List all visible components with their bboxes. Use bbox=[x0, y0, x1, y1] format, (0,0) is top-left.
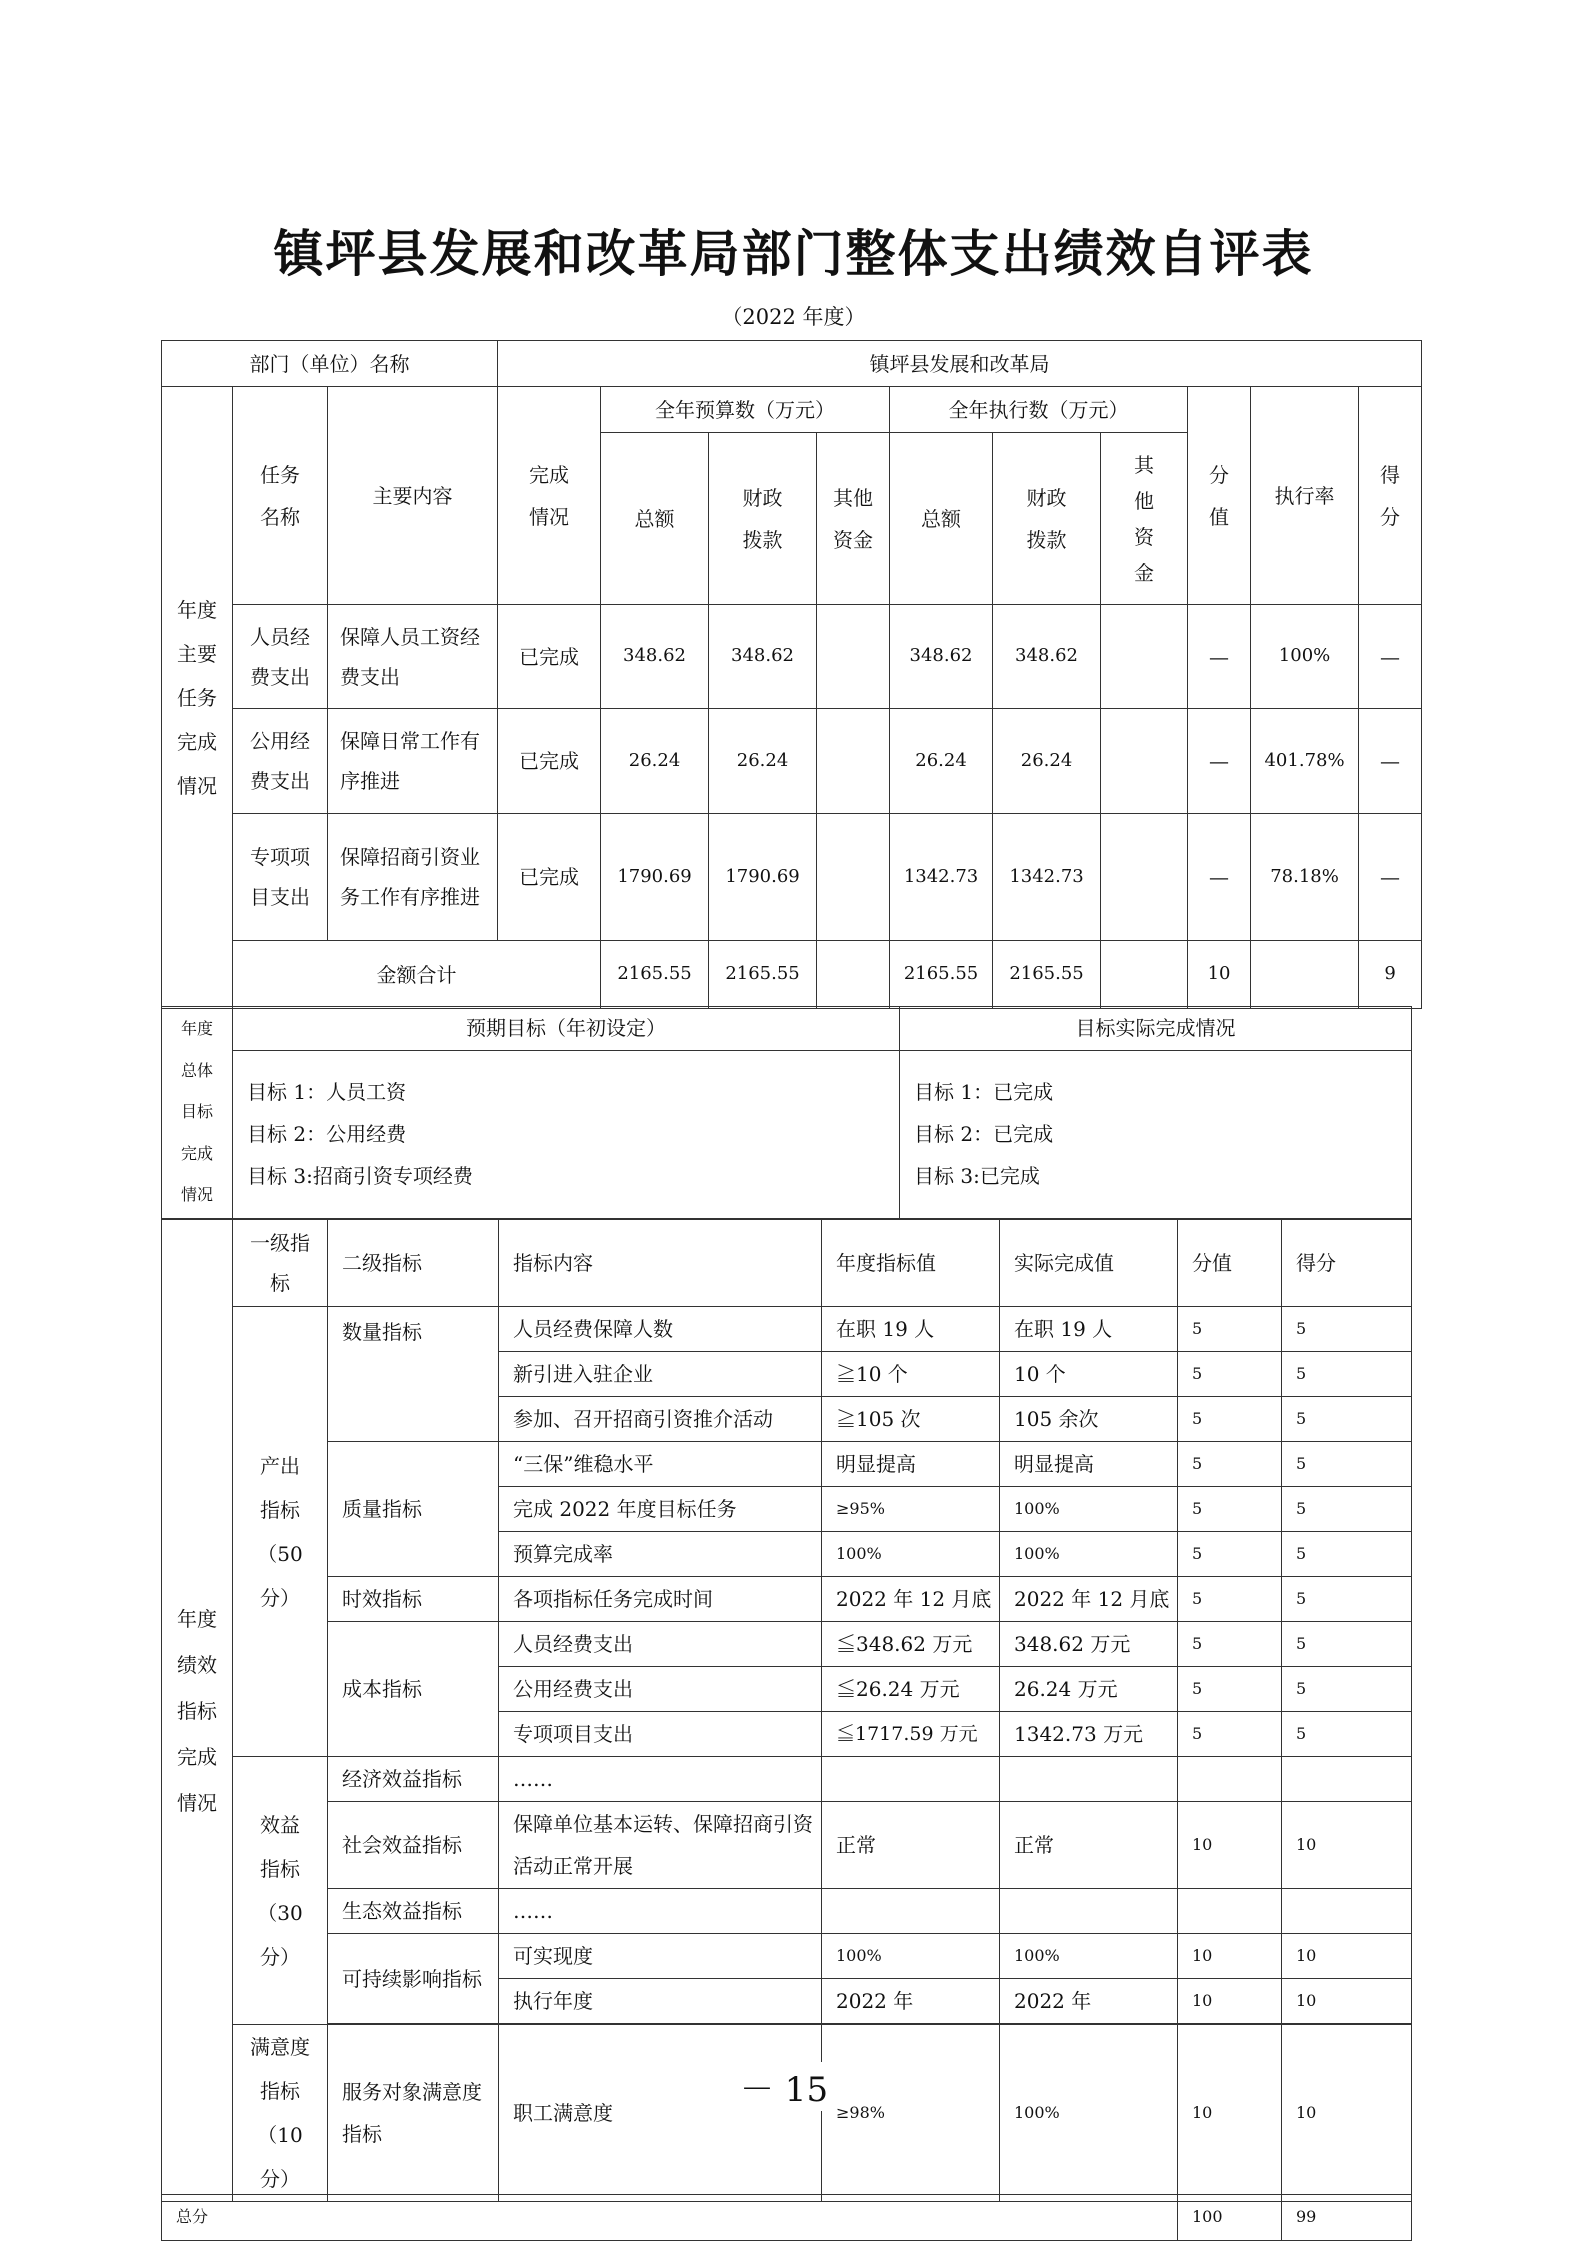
task-rate: 100% bbox=[1251, 605, 1359, 709]
sum-exec-other bbox=[1101, 941, 1188, 1009]
page-number: － 15 bbox=[734, 2062, 834, 2111]
indicator-score: 10 bbox=[1282, 2025, 1412, 2202]
header-task-name: 任务名称 bbox=[233, 387, 328, 605]
indicator-actual: 2022 年 bbox=[1000, 1979, 1178, 2024]
quality-label: 质量指标 bbox=[328, 1442, 499, 1577]
task-table bbox=[161, 340, 1422, 1009]
exec-other bbox=[1101, 605, 1188, 709]
task-score: — bbox=[1359, 605, 1422, 709]
indicator-actual: 在职 19 人 bbox=[1000, 1307, 1178, 1352]
indicator-score bbox=[1282, 1889, 1412, 1934]
goals-actual-header: 目标实际完成情况 bbox=[900, 1006, 1412, 1050]
indicator-actual: 2022 年 12 月底 bbox=[1000, 1577, 1178, 1622]
indicator-content: …… bbox=[499, 1757, 822, 1802]
header-l2: 二级指标 bbox=[328, 1220, 499, 1307]
total-table bbox=[161, 2194, 1412, 2241]
task-content: 保障招商引资业务工作有序推进 bbox=[328, 814, 498, 941]
indicator-score: 5 bbox=[1282, 1487, 1412, 1532]
goals-table bbox=[161, 1006, 1412, 1219]
indicator-score: 5 bbox=[1282, 1712, 1412, 1757]
task-value: — bbox=[1188, 814, 1251, 941]
indicator-row bbox=[162, 1622, 1412, 1667]
indicator-content: “三保”维稳水平 bbox=[499, 1442, 822, 1487]
indicator-value: 5 bbox=[1178, 1397, 1282, 1442]
task-row bbox=[162, 605, 1422, 709]
sum-budget-total: 2165.55 bbox=[601, 941, 709, 1009]
indicator-value: 10 bbox=[1178, 2025, 1282, 2202]
indicator-content: 职工满意度 bbox=[499, 2025, 822, 2202]
indicator-content: …… bbox=[499, 1889, 822, 1934]
sum-row bbox=[162, 941, 1422, 1009]
sum-rate bbox=[1251, 941, 1359, 1009]
indicator-value: 5 bbox=[1178, 1622, 1282, 1667]
perf-table bbox=[161, 1219, 1412, 2202]
indicator-actual: 100% bbox=[1000, 1532, 1178, 1577]
sum-score: 9 bbox=[1359, 941, 1422, 1009]
indicator-value: 5 bbox=[1178, 1487, 1282, 1532]
indicator-target: ≧105 次 bbox=[822, 1397, 1000, 1442]
budget-other bbox=[817, 709, 890, 814]
indicator-content: 新引进入驻企业 bbox=[499, 1352, 822, 1397]
indicator-row bbox=[162, 1307, 1412, 1352]
header-budget-other: 其他资金 bbox=[817, 433, 890, 605]
quantity-label: 数量指标 bbox=[328, 1307, 499, 1442]
indicator-score: 5 bbox=[1282, 1397, 1412, 1442]
indicator-actual: 100% bbox=[1000, 1487, 1178, 1532]
indicator-score bbox=[1282, 1757, 1412, 1802]
indicator-actual: 348.62 万元 bbox=[1000, 1622, 1178, 1667]
indicator-content: 专项项目支出 bbox=[499, 1712, 822, 1757]
indicator-row bbox=[162, 2025, 1412, 2202]
tasks-section-label: 年度主要任务完成情况 bbox=[162, 387, 233, 1009]
satisfaction-label: 满意度指标（10分） bbox=[233, 2025, 328, 2202]
indicator-target: ≦26.24 万元 bbox=[822, 1667, 1000, 1712]
dept-value: 镇坪县发展和改革局 bbox=[498, 341, 1422, 387]
indicator-value: 5 bbox=[1178, 1667, 1282, 1712]
header-status: 完成情况 bbox=[498, 387, 601, 605]
indicator-actual: 明显提高 bbox=[1000, 1442, 1178, 1487]
indicator-target bbox=[822, 1889, 1000, 1934]
indicator-actual: 26.24 万元 bbox=[1000, 1667, 1178, 1712]
budget-total: 348.62 bbox=[601, 605, 709, 709]
header-content: 主要内容 bbox=[328, 387, 498, 605]
task-status: 已完成 bbox=[498, 709, 601, 814]
dept-label: 部门（单位）名称 bbox=[162, 341, 498, 387]
exec-total: 1342.73 bbox=[890, 814, 993, 941]
budget-other bbox=[817, 605, 890, 709]
header-budget: 全年预算数（万元） bbox=[601, 387, 890, 433]
header-budget-total: 总额 bbox=[601, 433, 709, 605]
social-label: 社会效益指标 bbox=[328, 1802, 499, 1889]
task-value: — bbox=[1188, 605, 1251, 709]
indicator-target: 明显提高 bbox=[822, 1442, 1000, 1487]
header-score-value: 分值 bbox=[1188, 387, 1251, 605]
indicator-row bbox=[162, 1802, 1412, 1889]
indicator-value: 5 bbox=[1178, 1532, 1282, 1577]
total-row bbox=[162, 2195, 1412, 2241]
task-name: 人员经费支出 bbox=[233, 605, 328, 709]
indicator-score: 10 bbox=[1282, 1934, 1412, 1979]
header-score: 得分 bbox=[1359, 387, 1422, 605]
header-exec-total: 总额 bbox=[890, 433, 993, 605]
indicator-value: 10 bbox=[1178, 1802, 1282, 1889]
indicator-target: 正常 bbox=[822, 1802, 1000, 1889]
exec-other bbox=[1101, 709, 1188, 814]
perf-section-label: 年度绩效指标完成情况 bbox=[162, 1220, 233, 2202]
indicator-target: 2022 年 bbox=[822, 1979, 1000, 2024]
indicator-score: 10 bbox=[1282, 1802, 1412, 1889]
task-rate: 78.18% bbox=[1251, 814, 1359, 941]
indicator-content: 各项指标任务完成时间 bbox=[499, 1577, 822, 1622]
goal-actual-item: 目标 2：已完成 bbox=[914, 1122, 1054, 1146]
indicator-target bbox=[822, 1757, 1000, 1802]
budget-total: 1790.69 bbox=[601, 814, 709, 941]
goal-planned-item: 目标 2：公用经费 bbox=[247, 1122, 407, 1146]
goals-section-label: 年度总体目标完成情况 bbox=[162, 1006, 233, 1218]
indicator-actual bbox=[1000, 1889, 1178, 1934]
task-content: 保障日常工作有序推进 bbox=[328, 709, 498, 814]
output-label: 产出指标（50分） bbox=[233, 1307, 328, 1757]
task-status: 已完成 bbox=[498, 605, 601, 709]
task-value: — bbox=[1188, 709, 1251, 814]
indicator-target: 在职 19 人 bbox=[822, 1307, 1000, 1352]
indicator-score: 5 bbox=[1282, 1622, 1412, 1667]
indicator-content: 公用经费支出 bbox=[499, 1667, 822, 1712]
goals-planned-list bbox=[233, 1050, 900, 1218]
indicator-row bbox=[162, 1577, 1412, 1622]
header-exec-fiscal: 财政拨款 bbox=[993, 433, 1101, 605]
indicator-value: 5 bbox=[1178, 1577, 1282, 1622]
economic-label: 经济效益指标 bbox=[328, 1757, 499, 1802]
task-rate: 401.78% bbox=[1251, 709, 1359, 814]
indicator-target: ≥98% bbox=[822, 2025, 1000, 2202]
indicator-value bbox=[1178, 1757, 1282, 1802]
goal-actual-item: 目标 1：已完成 bbox=[914, 1080, 1054, 1104]
indicator-value: 5 bbox=[1178, 1712, 1282, 1757]
task-status: 已完成 bbox=[498, 814, 601, 941]
benefit-label: 效益指标（30分） bbox=[233, 1757, 328, 2025]
indicator-target: 2022 年 12 月底 bbox=[822, 1577, 1000, 1622]
indicator-target: ≦1717.59 万元 bbox=[822, 1712, 1000, 1757]
indicator-content: 人员经费保障人数 bbox=[499, 1307, 822, 1352]
header-target: 年度指标值 bbox=[822, 1220, 1000, 1307]
header-exec-other: 其他资金 bbox=[1101, 433, 1188, 605]
task-row bbox=[162, 814, 1422, 941]
task-name: 专项项目支出 bbox=[233, 814, 328, 941]
budget-total: 26.24 bbox=[601, 709, 709, 814]
indicator-target: ≥95% bbox=[822, 1487, 1000, 1532]
indicator-content: 参加、召开招商引资推介活动 bbox=[499, 1397, 822, 1442]
task-content: 保障人员工资经费支出 bbox=[328, 605, 498, 709]
indicator-row bbox=[162, 1757, 1412, 1802]
indicator-value: 10 bbox=[1178, 1934, 1282, 1979]
total-value: 100 bbox=[1178, 2195, 1282, 2241]
exec-fiscal: 26.24 bbox=[993, 709, 1101, 814]
exec-fiscal: 348.62 bbox=[993, 605, 1101, 709]
header-l1: 一级指标 bbox=[233, 1220, 328, 1307]
indicator-content: 可实现度 bbox=[499, 1934, 822, 1979]
total-score: 99 bbox=[1282, 2195, 1412, 2241]
header-score: 得分 bbox=[1282, 1220, 1412, 1307]
header-content: 指标内容 bbox=[499, 1220, 822, 1307]
indicator-row bbox=[162, 1934, 1412, 1979]
indicator-actual: 1342.73 万元 bbox=[1000, 1712, 1178, 1757]
indicator-content: 预算完成率 bbox=[499, 1532, 822, 1577]
total-label: 总分 bbox=[162, 2195, 1178, 2241]
indicator-value: 5 bbox=[1178, 1307, 1282, 1352]
indicator-score: 10 bbox=[1282, 1979, 1412, 2024]
indicator-score: 5 bbox=[1282, 1352, 1412, 1397]
header-exec: 全年执行数（万元） bbox=[890, 387, 1188, 433]
indicator-row bbox=[162, 1442, 1412, 1487]
indicator-target: 100% bbox=[822, 1934, 1000, 1979]
indicator-actual: 105 余次 bbox=[1000, 1397, 1178, 1442]
exec-other bbox=[1101, 814, 1188, 941]
page-title: 镇坪县发展和改革局部门整体支出绩效自评表 bbox=[273, 224, 1314, 283]
indicator-score: 5 bbox=[1282, 1307, 1412, 1352]
indicator-actual: 100% bbox=[1000, 1934, 1178, 1979]
header-budget-fiscal: 财政拨款 bbox=[709, 433, 817, 605]
sum-value: 10 bbox=[1188, 941, 1251, 1009]
indicator-row bbox=[162, 1889, 1412, 1934]
indicator-content: 执行年度 bbox=[499, 1979, 822, 2024]
task-name: 公用经费支出 bbox=[233, 709, 328, 814]
sum-budget-fiscal: 2165.55 bbox=[709, 941, 817, 1009]
sum-label: 金额合计 bbox=[233, 941, 601, 1009]
header-actual: 实际完成值 bbox=[1000, 1220, 1178, 1307]
indicator-target: ≧10 个 bbox=[822, 1352, 1000, 1397]
indicator-value: 5 bbox=[1178, 1442, 1282, 1487]
goal-actual-item: 目标 3:已完成 bbox=[914, 1164, 1040, 1188]
task-row bbox=[162, 709, 1422, 814]
goal-planned-item: 目标 3:招商引资专项经费 bbox=[247, 1164, 473, 1188]
indicator-content: 保障单位基本运转、保障招商引资活动正常开展 bbox=[499, 1802, 822, 1889]
budget-fiscal: 348.62 bbox=[709, 605, 817, 709]
indicator-target: ≦348.62 万元 bbox=[822, 1622, 1000, 1667]
indicator-actual: 100% bbox=[1000, 2025, 1178, 2202]
ecological-label: 生态效益指标 bbox=[328, 1889, 499, 1934]
sustain-label: 可持续影响指标 bbox=[328, 1934, 499, 2024]
indicator-actual: 正常 bbox=[1000, 1802, 1178, 1889]
page-subtitle: （2022 年度） bbox=[721, 305, 866, 329]
indicator-value bbox=[1178, 1889, 1282, 1934]
indicator-score: 5 bbox=[1282, 1667, 1412, 1712]
indicator-score: 5 bbox=[1282, 1577, 1412, 1622]
exec-fiscal: 1342.73 bbox=[993, 814, 1101, 941]
budget-other bbox=[817, 814, 890, 941]
sum-exec-fiscal: 2165.55 bbox=[993, 941, 1101, 1009]
service-label: 服务对象满意度指标 bbox=[328, 2025, 499, 2202]
exec-total: 348.62 bbox=[890, 605, 993, 709]
header-rate: 执行率 bbox=[1251, 387, 1359, 605]
exec-total: 26.24 bbox=[890, 709, 993, 814]
indicator-content: 完成 2022 年度目标任务 bbox=[499, 1487, 822, 1532]
time-label: 时效指标 bbox=[328, 1577, 499, 1622]
sum-budget-other bbox=[817, 941, 890, 1009]
indicator-score: 5 bbox=[1282, 1442, 1412, 1487]
task-score: — bbox=[1359, 814, 1422, 941]
goal-planned-item: 目标 1：人员工资 bbox=[247, 1080, 407, 1104]
sum-exec-total: 2165.55 bbox=[890, 941, 993, 1009]
cost-label: 成本指标 bbox=[328, 1622, 499, 1757]
indicator-target: 100% bbox=[822, 1532, 1000, 1577]
goals-actual-list bbox=[900, 1050, 1412, 1218]
indicator-actual bbox=[1000, 1757, 1178, 1802]
budget-fiscal: 1790.69 bbox=[709, 814, 817, 941]
indicator-actual: 10 个 bbox=[1000, 1352, 1178, 1397]
task-score: — bbox=[1359, 709, 1422, 814]
budget-fiscal: 26.24 bbox=[709, 709, 817, 814]
indicator-content: 人员经费支出 bbox=[499, 1622, 822, 1667]
indicator-value: 10 bbox=[1178, 1979, 1282, 2024]
indicator-value: 5 bbox=[1178, 1352, 1282, 1397]
indicator-score: 5 bbox=[1282, 1532, 1412, 1577]
header-value: 分值 bbox=[1178, 1220, 1282, 1307]
goals-planned-header: 预期目标（年初设定） bbox=[233, 1006, 900, 1050]
